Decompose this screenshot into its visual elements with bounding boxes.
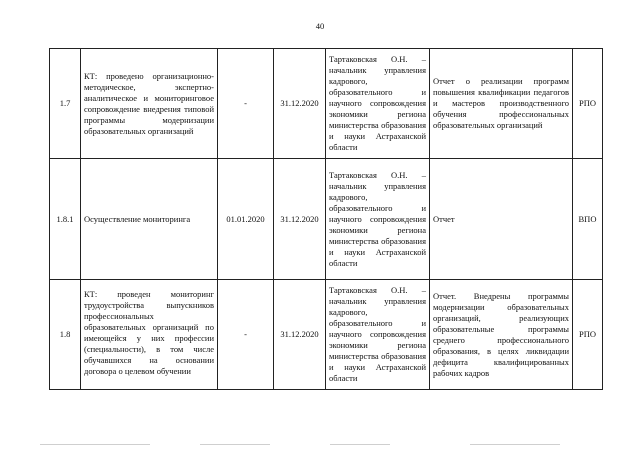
start-date: - (218, 280, 274, 390)
responsible-person: Тартаковская О.Н. – начальник управления кадрового, образовательного и научного сопровождения экономики региона министерства образования и науки Астраханской области (326, 159, 430, 280)
level-code: РПО (573, 280, 603, 390)
scan-line (470, 444, 560, 445)
task-result: Отчет. Внедрены программы модернизации образовательных организаций, реализующих образовательные программы среднего профессионального образования, в целях ликвидации дефицита квалифицированных рабочих кадров (430, 280, 573, 390)
task-name: КТ: проведено организационно-методическое, экспертно-аналитическое и мониторинговое сопровождение внедрения типовой программы модернизации образовательных организаций (81, 49, 218, 159)
task-result: Отчет о реализации программ повышения квалификации педагогов и мастеров производственного обучения профессиональных образовательных организаций (430, 49, 573, 159)
task-result: Отчет (430, 159, 573, 280)
row-number: 1.8 (50, 280, 81, 390)
scan-line (330, 444, 390, 445)
task-name: Осуществление мониторинга (81, 159, 218, 280)
plan-table (49, 48, 603, 390)
end-date: 31.12.2020 (274, 159, 326, 280)
page-number: 40 (315, 21, 325, 31)
table-row (50, 49, 603, 159)
end-date: 31.12.2020 (274, 280, 326, 390)
start-date: - (218, 49, 274, 159)
row-number: 1.7 (50, 49, 81, 159)
scan-line (200, 444, 270, 445)
responsible-person: Тартаковская О.Н. – начальник управления кадрового, образовательного и научного сопровождения экономики региона министерства образования и науки Астраханской области (326, 49, 430, 159)
start-date: 01.01.2020 (218, 159, 274, 280)
level-code: ВПО (573, 159, 603, 280)
scan-artifacts (0, 438, 640, 452)
table-row (50, 159, 603, 280)
row-number: 1.8.1 (50, 159, 81, 280)
task-name: КТ: проведен мониторинг трудоустройства выпускников профессиональных образовательных организаций по имеющейся у них профессии (специальности), в том числе обучавшихся на основании договора о целевом обучении (81, 280, 218, 390)
scan-line (40, 444, 150, 445)
level-code: РПО (573, 49, 603, 159)
responsible-person: Тартаковская О.Н. – начальник управления кадрового, образовательного и научного сопровождения экономики региона министерства образования и науки Астраханской области (326, 280, 430, 390)
table-row (50, 280, 603, 390)
end-date: 31.12.2020 (274, 49, 326, 159)
